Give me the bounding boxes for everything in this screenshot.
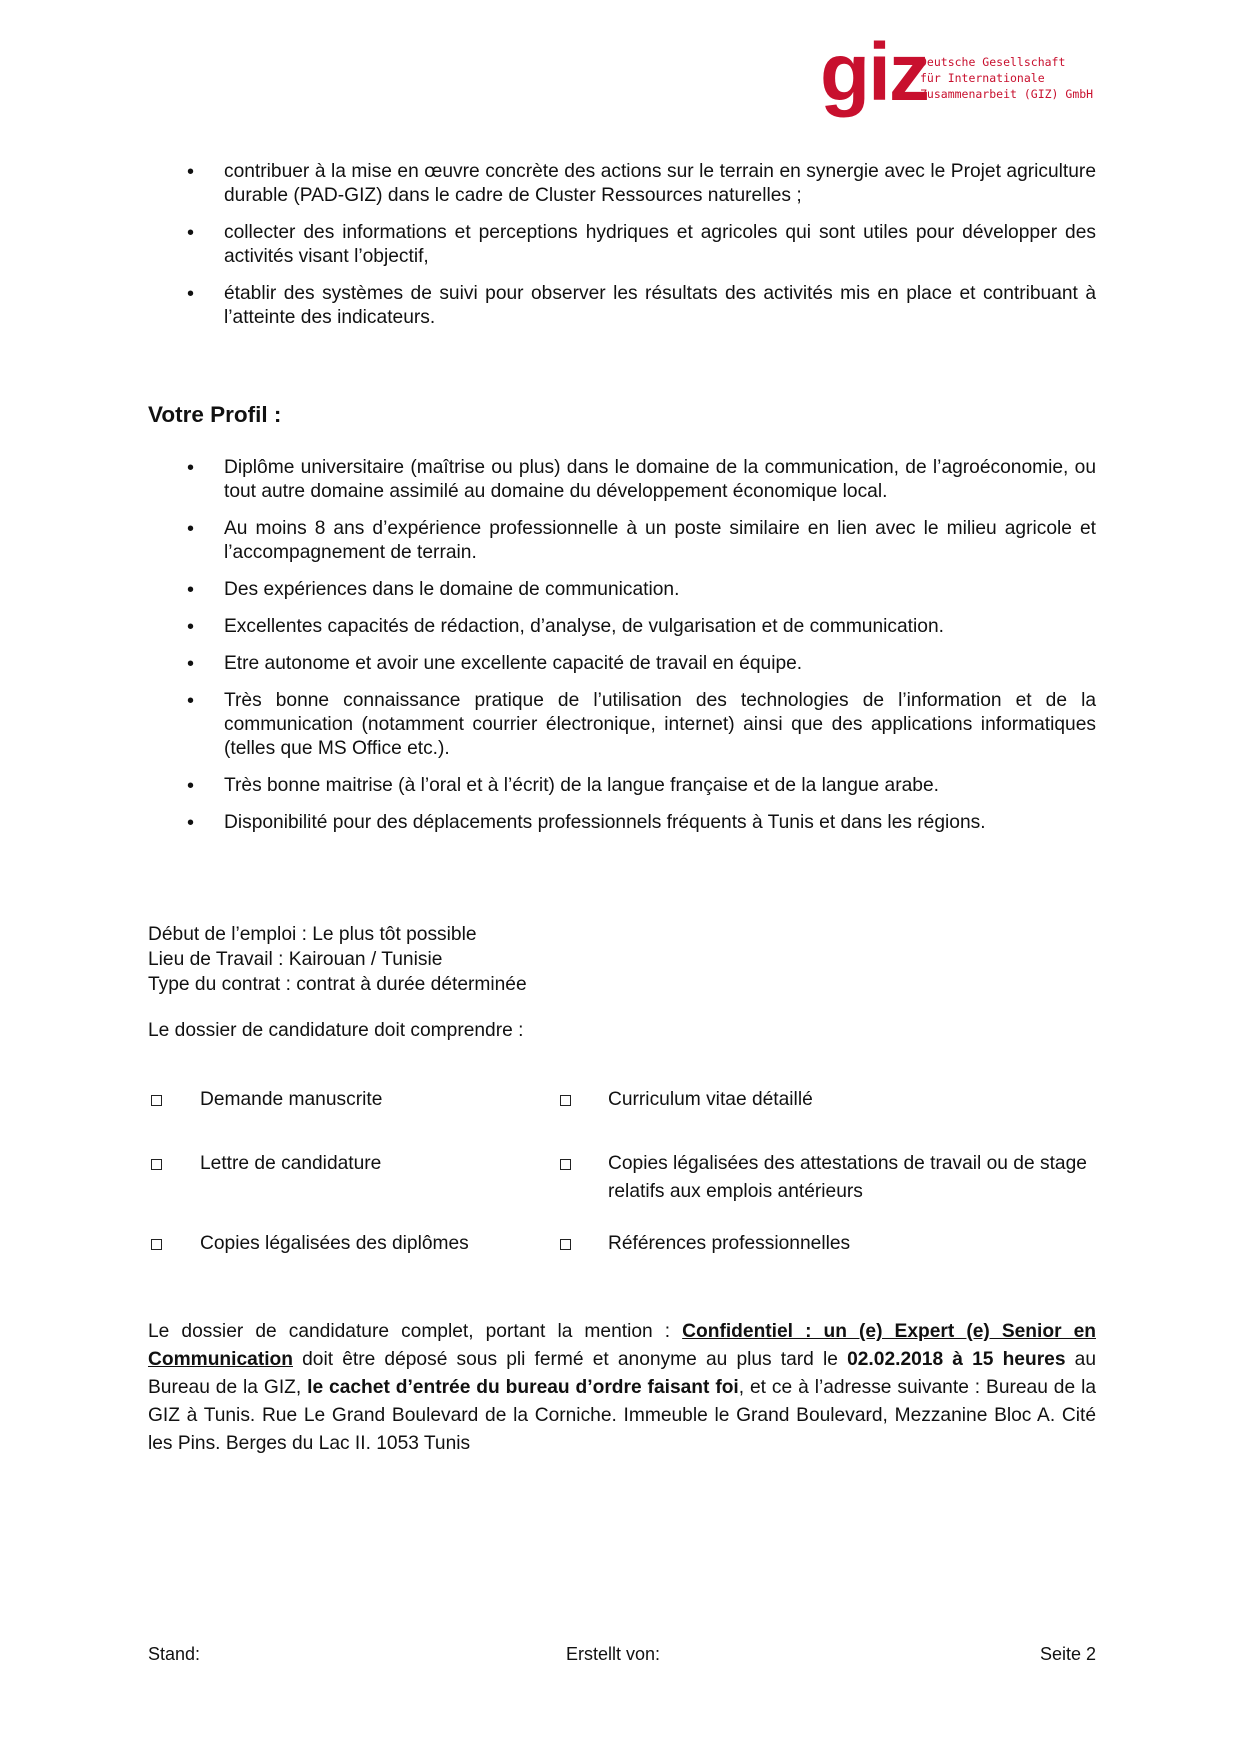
- confidential-mention: Confidentiel : un (e) Expert (e) Senior en Communication: [148, 1321, 1096, 1370]
- checkbox-icon: [151, 1095, 162, 1106]
- giz-logo-text: [920, 54, 1093, 102]
- deadline: 02.02.2018 à 15 heures: [847, 1349, 1066, 1370]
- profile-item: • Des expériences dans le domaine de communication.: [148, 578, 1096, 602]
- profile-list: [148, 456, 1096, 848]
- logo-line: Zusammenarbeit (GIZ) GmbH: [920, 87, 1094, 101]
- logo-line: Deutsche Gesellschaft: [920, 55, 1066, 69]
- checkbox-icon: [560, 1095, 571, 1106]
- profile-item: • Excellentes capacités de rédaction, d’analyse, de vulgarisation et de communication.: [148, 615, 1096, 639]
- profile-item: • Au moins 8 ans d’expérience professionnelle à un poste similaire en lien avec le milieu agricole et l’accompagnement de terrain.: [148, 517, 1096, 565]
- submission-paragraph: [148, 1318, 1096, 1458]
- job-start: Début de l’emploi : Le plus tôt possible: [148, 924, 477, 945]
- document-item: Copies légalisées des attestations de travail ou de stage relatifs aux emplois antérieurs: [608, 1153, 1087, 1202]
- profile-item: • Diplôme universitaire (maîtrise ou plus) dans le domaine de la communication, de l’agroéconomie, ou tout autre domaine assimilé au domaine du développement économique local.: [148, 456, 1096, 504]
- footer-page-number: Seite 2: [1039, 1644, 1096, 1664]
- cachet-note: le cachet d’entrée du bureau d’ordre faisant foi: [307, 1377, 739, 1398]
- document-item: Curriculum vitae détaillé: [608, 1089, 813, 1110]
- document-item: Demande manuscrite: [200, 1089, 383, 1110]
- document-item: Lettre de candidature: [200, 1153, 382, 1174]
- profile-heading: Votre Profil :: [148, 402, 282, 427]
- giz-logo: [820, 28, 1120, 128]
- checkbox-icon: [151, 1159, 162, 1170]
- footer-erstellt: Erstellt von:: [566, 1644, 661, 1664]
- job-info: [148, 922, 527, 997]
- submission-text: Le dossier de candidature complet, portant la mention :: [148, 1321, 683, 1342]
- footer-stand: Stand:: [148, 1644, 201, 1664]
- giz-logo-mark: giz: [820, 27, 928, 118]
- profile-item: • Très bonne maitrise (à l’oral et à l’écrit) de la langue française et de la langue arabe.: [148, 774, 1096, 798]
- checkbox-icon: [151, 1239, 162, 1250]
- submission-text: au Bureau de la GIZ,: [148, 1349, 1096, 1398]
- task-item: • établir des systèmes de suivi pour observer les résultats des activités mis en place et contribuant à l’atteinte des indicateurs.: [148, 282, 1096, 330]
- submission-text: doit être déposé sous pli fermé et anonyme au plus tard le: [292, 1349, 848, 1370]
- checkbox-icon: [560, 1239, 571, 1250]
- profile-item: • Etre autonome et avoir une excellente capacité de travail en équipe.: [148, 652, 1096, 676]
- task-list: [148, 160, 1096, 343]
- task-item: • contribuer à la mise en œuvre concrète des actions sur le terrain en synergie avec le Projet agriculture durable (PAD-GIZ) dans le cadre de Cluster Ressources naturelles ;: [148, 160, 1096, 208]
- task-item: • collecter des informations et perceptions hydriques et agricoles qui sont utiles pour développer des activités visant l’objectif,: [148, 221, 1096, 269]
- profile-item: • Disponibilité pour des déplacements professionnels fréquents à Tunis et dans les régions.: [148, 811, 1096, 835]
- job-location: Lieu de Travail : Kairouan / Tunisie: [148, 949, 443, 970]
- logo-line: für Internationale: [920, 71, 1045, 85]
- profile-item: • Très bonne connaissance pratique de l’utilisation des technologies de l’information et de la communication (notamment courrier électronique, internet) ainsi que des applications informatiques (telles que MS Office etc.).: [148, 689, 1096, 761]
- dossier-intro: Le dossier de candidature doit comprendre :: [148, 1020, 524, 1041]
- submission-address: , et ce à l’adresse suivante : Bureau de la GIZ à Tunis. Rue Le Grand Boulevard de la Corniche. Immeuble le Grand Boulevard, Mezzanine Bloc A. Cité les Pins. Berges du Lac II. 1053 Tunis: [148, 1377, 1096, 1454]
- job-contract: Type du contrat : contrat à durée déterminée: [148, 974, 527, 995]
- document-item: Copies légalisées des diplômes: [200, 1233, 469, 1254]
- checkbox-icon: [560, 1159, 571, 1170]
- document-item: Références professionnelles: [608, 1233, 851, 1254]
